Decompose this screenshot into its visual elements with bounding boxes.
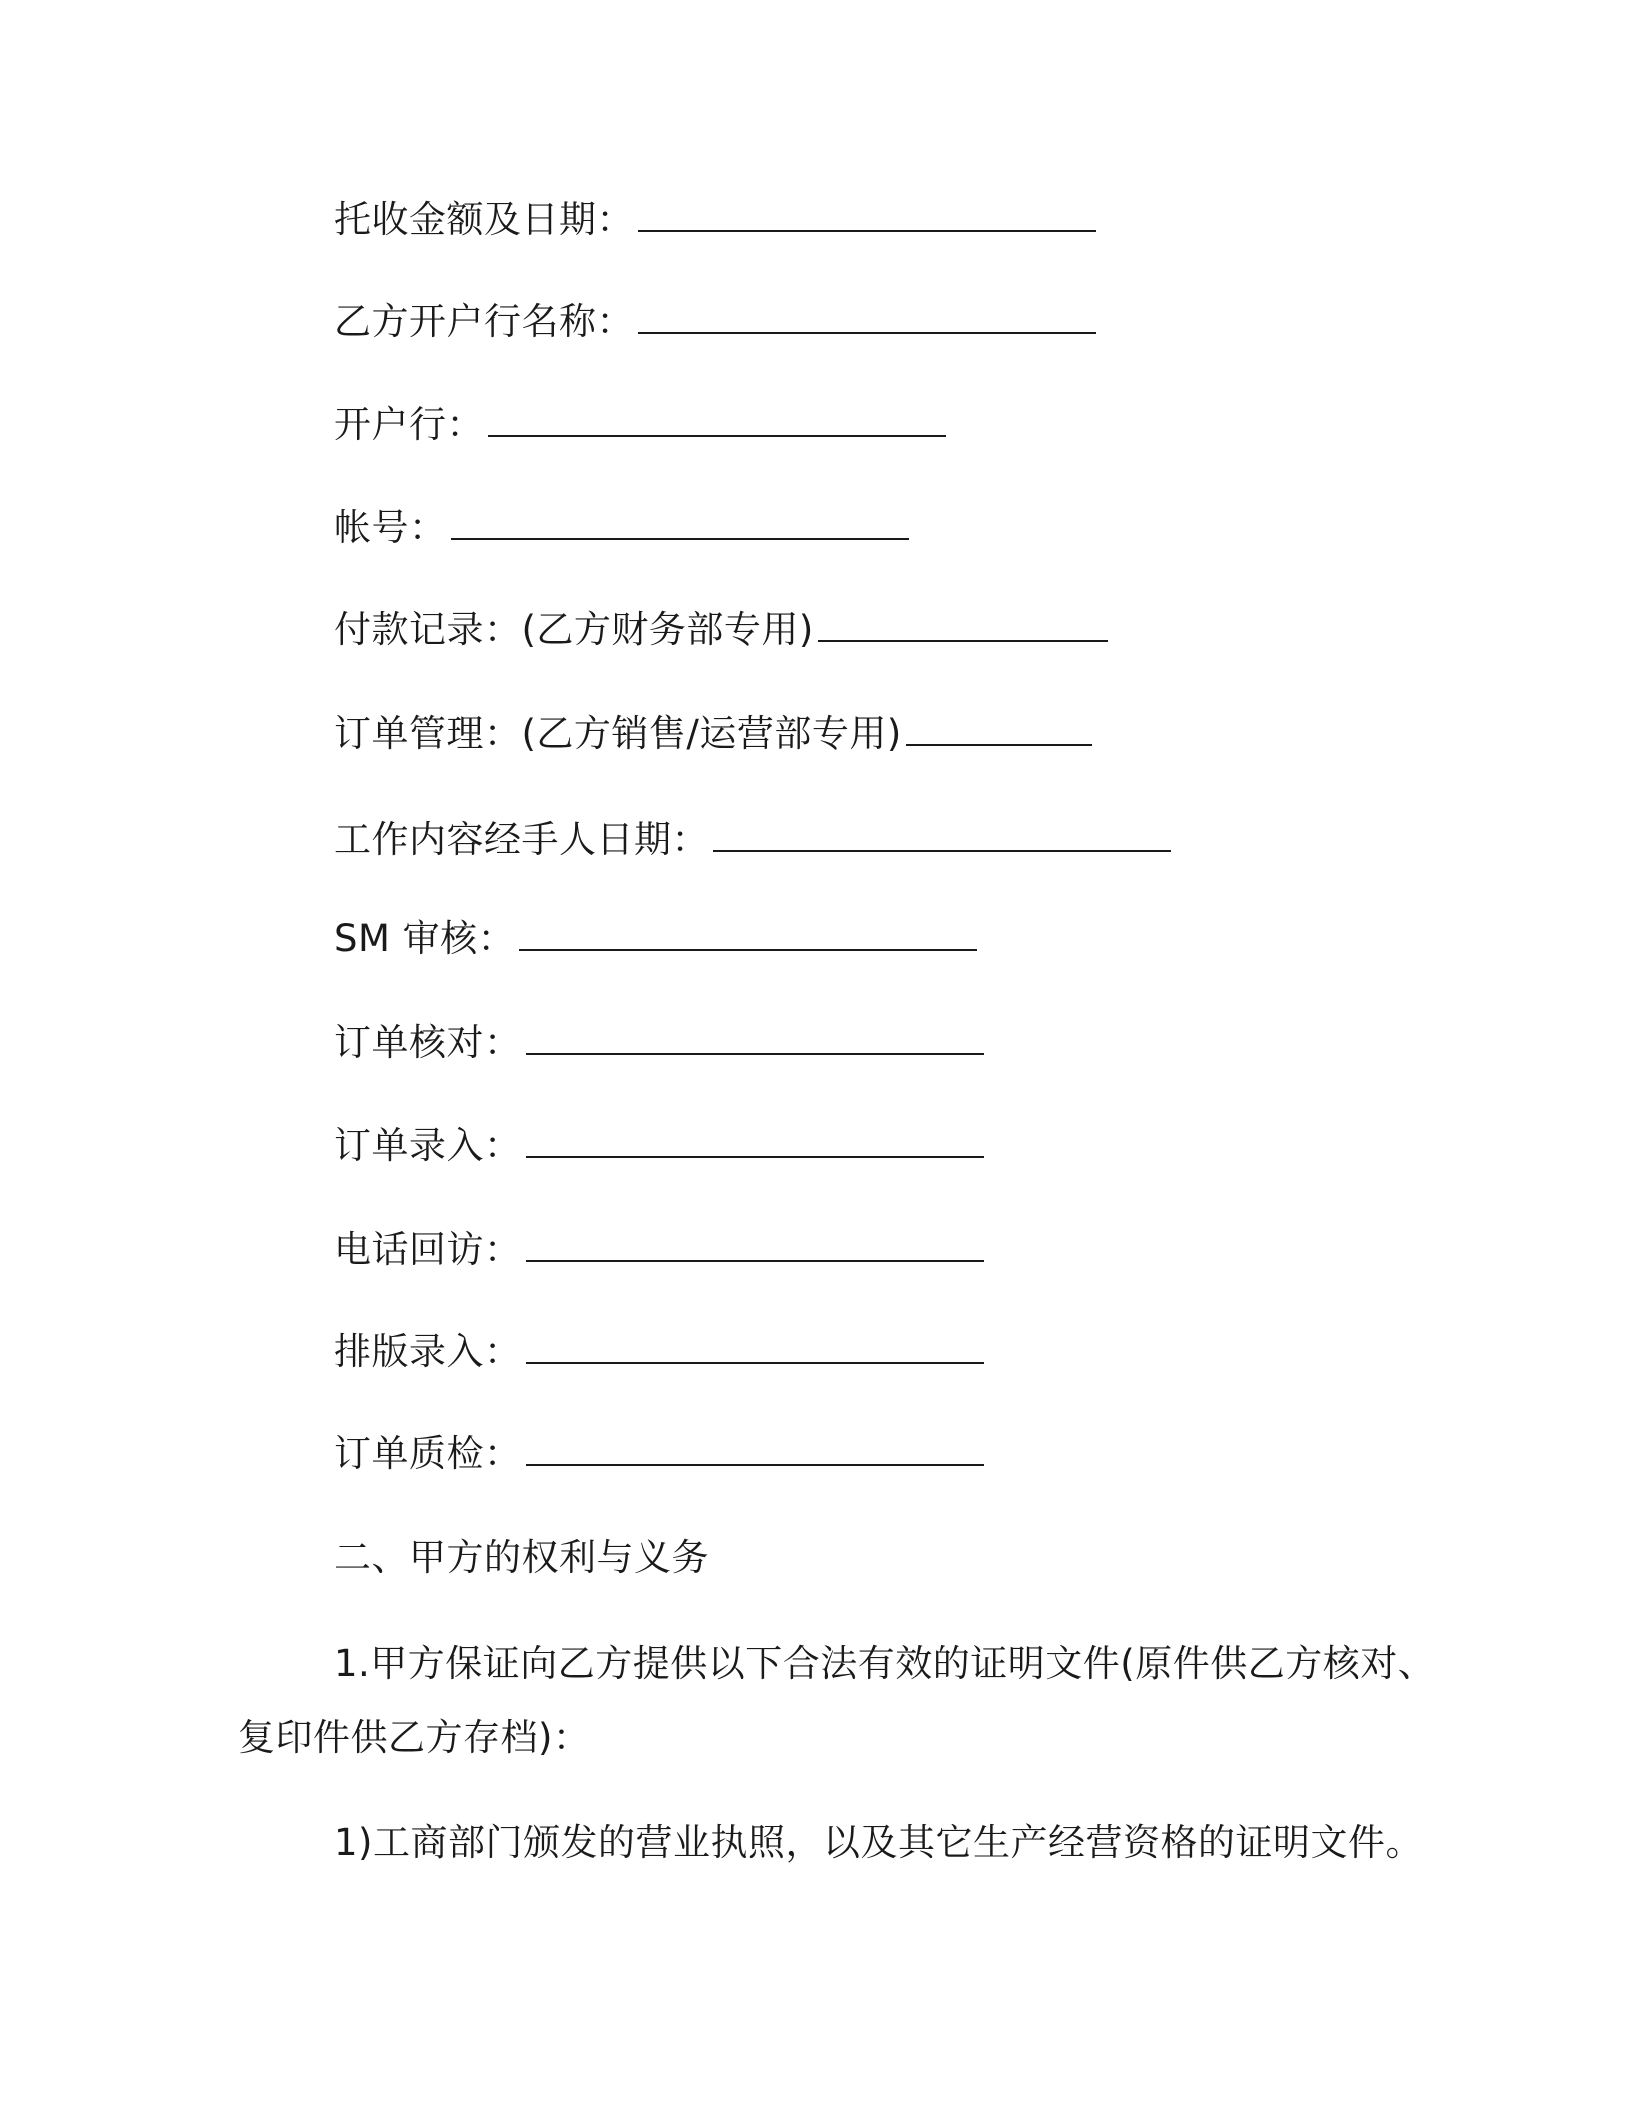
fill-blank[interactable] bbox=[488, 427, 946, 437]
field-label: 工作内容经手人日期： bbox=[334, 818, 709, 861]
fill-blank[interactable] bbox=[526, 1045, 984, 1055]
field-opening-bank bbox=[334, 403, 946, 447]
field-label: 乙方开户行名称： bbox=[334, 300, 634, 343]
fill-blank[interactable] bbox=[638, 324, 1096, 334]
field-label: 订单录入： bbox=[334, 1124, 522, 1167]
field-order-management bbox=[334, 712, 1092, 756]
fill-blank[interactable] bbox=[526, 1354, 984, 1364]
field-order-quality-check bbox=[334, 1432, 984, 1476]
field-phone-followup bbox=[334, 1228, 984, 1272]
field-label: 帐号： bbox=[334, 506, 447, 549]
field-order-check bbox=[334, 1021, 984, 1065]
fill-blank[interactable] bbox=[519, 941, 977, 951]
fill-blank[interactable] bbox=[451, 530, 909, 540]
fill-blank[interactable] bbox=[526, 1456, 984, 1466]
field-account-number bbox=[334, 506, 909, 550]
fill-blank[interactable] bbox=[818, 632, 1108, 642]
fill-blank[interactable] bbox=[526, 1252, 984, 1262]
fill-blank[interactable] bbox=[526, 1148, 984, 1158]
field-label: 开户行： bbox=[334, 403, 484, 446]
field-label: 订单管理：(乙方销售/运营部专用) bbox=[334, 712, 902, 755]
field-label: 付款记录：(乙方财务部专用) bbox=[334, 608, 814, 651]
clause-paragraph-line: 复印件供乙方存档)： bbox=[238, 1716, 591, 1759]
fill-blank[interactable] bbox=[713, 842, 1171, 852]
fill-blank[interactable] bbox=[906, 736, 1092, 746]
field-sm-review bbox=[334, 917, 977, 961]
field-bank-name bbox=[334, 300, 1096, 344]
field-collection-amount-date bbox=[334, 198, 1096, 242]
fill-blank[interactable] bbox=[638, 222, 1096, 232]
field-layout-entry bbox=[334, 1330, 984, 1374]
field-label: SM 审核： bbox=[334, 917, 516, 960]
clause-list-item: 1)工商部门颁发的营业执照，以及其它生产经营资格的证明文件。 bbox=[334, 1821, 1423, 1864]
field-label: 电话回访： bbox=[334, 1228, 522, 1271]
field-label: 排版录入： bbox=[334, 1330, 522, 1373]
field-work-handler-date bbox=[334, 818, 1171, 862]
field-label: 托收金额及日期： bbox=[334, 198, 634, 241]
field-label: 订单核对： bbox=[334, 1021, 522, 1064]
field-payment-record bbox=[334, 608, 1108, 652]
field-label: 订单质检： bbox=[334, 1432, 522, 1475]
section-heading: 二、甲方的权利与义务 bbox=[334, 1536, 709, 1579]
clause-paragraph-line: 1.甲方保证向乙方提供以下合法有效的证明文件(原件供乙方核对、 bbox=[334, 1642, 1436, 1685]
field-order-entry bbox=[334, 1124, 984, 1168]
